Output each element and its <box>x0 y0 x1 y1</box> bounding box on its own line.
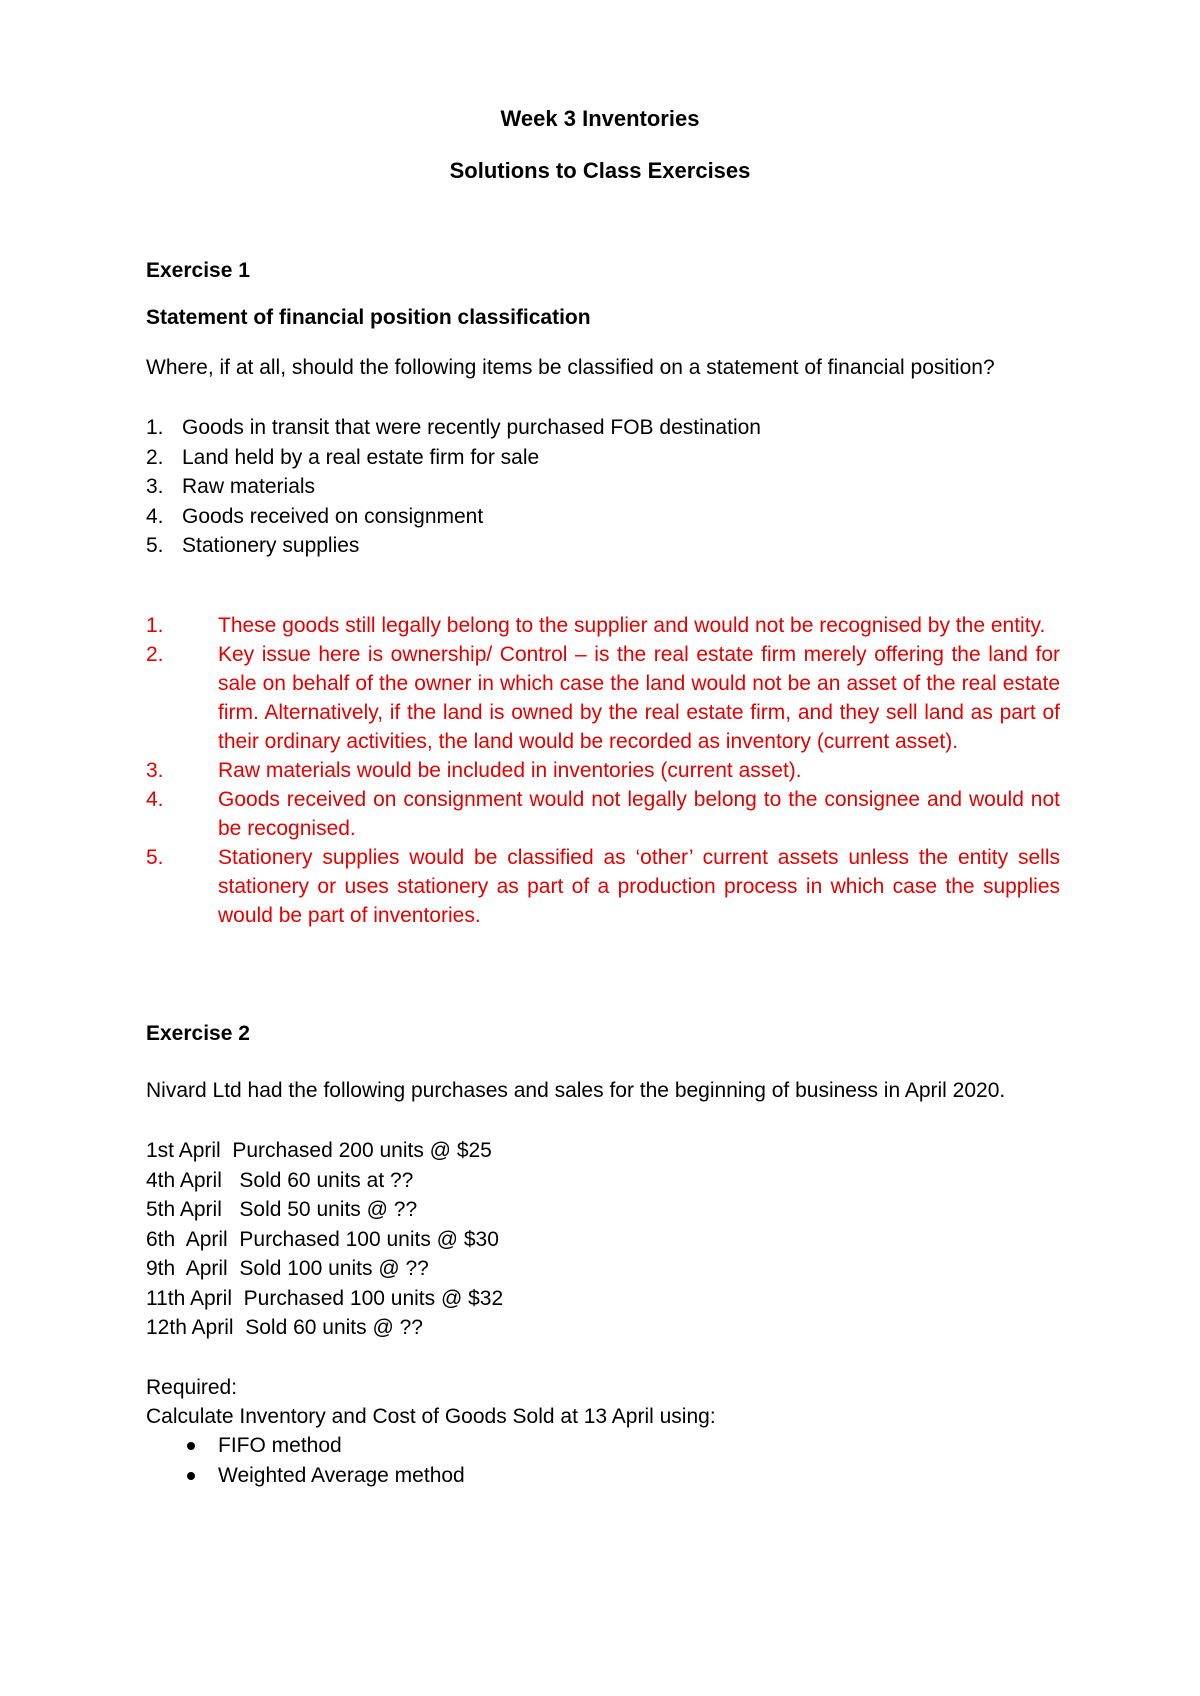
list-item <box>146 1431 1066 1461</box>
answer-item <box>146 611 1060 640</box>
item-text: Stationery supplies <box>182 534 360 557</box>
answer-number: 5. <box>146 846 164 869</box>
item-number: 3. <box>146 475 164 498</box>
answer-text: Stationery supplies would be classified as ‘other’ current assets unless the entity sells stationery or uses stationery as part of a production process in which case the supplies would be part of inventories. <box>218 846 1060 927</box>
answer-item <box>146 640 1060 756</box>
item-number: 1. <box>146 416 164 439</box>
item-text: Land held by a real estate firm for sale <box>182 445 540 469</box>
answer-number: 2. <box>146 643 164 666</box>
item-number: 4. <box>146 504 164 528</box>
answer-text: Raw materials would be included in inventories (current asset). <box>218 759 802 782</box>
event-row: 12th April Sold 60 units @ ?? <box>146 1316 423 1339</box>
required-label: Required: <box>146 1376 238 1399</box>
exercise1-answers <box>146 611 1060 930</box>
list-item <box>146 472 1066 502</box>
item-text: Goods received on consignment <box>182 504 484 528</box>
exercise1-heading: Exercise 1 <box>146 259 250 282</box>
item-number: 5. <box>146 534 164 557</box>
answer-number: 1. <box>146 614 164 637</box>
list-item <box>146 502 1066 532</box>
exercise1-item-list <box>146 413 1066 561</box>
answer-text: These goods still legally belong to the supplier and would not be recognised by the entity. <box>218 614 1046 637</box>
list-item <box>146 443 1066 473</box>
answer-number: 4. <box>146 788 164 811</box>
bullet-icon <box>146 1431 218 1461</box>
answer-item <box>146 785 1060 843</box>
answer-item <box>146 843 1060 930</box>
method-list <box>146 1431 1066 1490</box>
list-item <box>146 413 1066 443</box>
event-row: 9th April Sold 100 units @ ?? <box>146 1257 429 1280</box>
event-row: 5th April Sold 50 units @ ?? <box>146 1198 418 1221</box>
event-row: 11th April Purchased 100 units @ $32 <box>146 1286 504 1310</box>
event-row: 6th April Purchased 100 units @ $30 <box>146 1227 499 1251</box>
item-text: Goods in transit that were recently purchased FOB destination <box>182 416 761 439</box>
answer-text: Goods received on consignment would not legally belong to the consignee and would not be recognised. <box>218 788 1060 840</box>
bullet-icon <box>146 1461 218 1491</box>
event-row: 1st April Purchased 200 units @ $25 <box>146 1139 492 1162</box>
exercise1-subheading: Statement of financial position classification <box>146 306 591 329</box>
document-subtitle: Solutions to Class Exercises <box>449 158 751 183</box>
method-text: FIFO method <box>218 1434 342 1457</box>
item-number: 2. <box>146 445 164 469</box>
document-title: Week 3 Inventories <box>500 106 700 131</box>
exercise2-events <box>146 1136 1066 1343</box>
item-text: Raw materials <box>182 475 316 498</box>
event-row: 4th April Sold 60 units at ?? <box>146 1168 414 1192</box>
answer-number: 3. <box>146 759 164 782</box>
method-text: Weighted Average method <box>218 1463 465 1487</box>
exercise2-heading: Exercise 2 <box>146 1022 250 1045</box>
exercise2-intro: Nivard Ltd had the following purchases and sales for the beginning of business in April 2020. <box>146 1079 1006 1102</box>
exercise1-question: Where, if at all, should the following items be classified on a statement of financial position? <box>146 356 995 379</box>
answer-item <box>146 756 1060 785</box>
required-text: Calculate Inventory and Cost of Goods Sold at 13 April using: <box>146 1405 716 1428</box>
answer-text: Key issue here is ownership/ Control – is the real estate firm merely offering the land for sale on behalf of the owner in which case the land would not be an asset of the real estate firm. Alternatively, if the land is owned by the real estate firm, and they sell land as part of their ordinary activities, the land would be recorded as inventory (current asset). <box>218 643 1060 753</box>
list-item <box>146 531 1066 561</box>
list-item <box>146 1461 1066 1491</box>
